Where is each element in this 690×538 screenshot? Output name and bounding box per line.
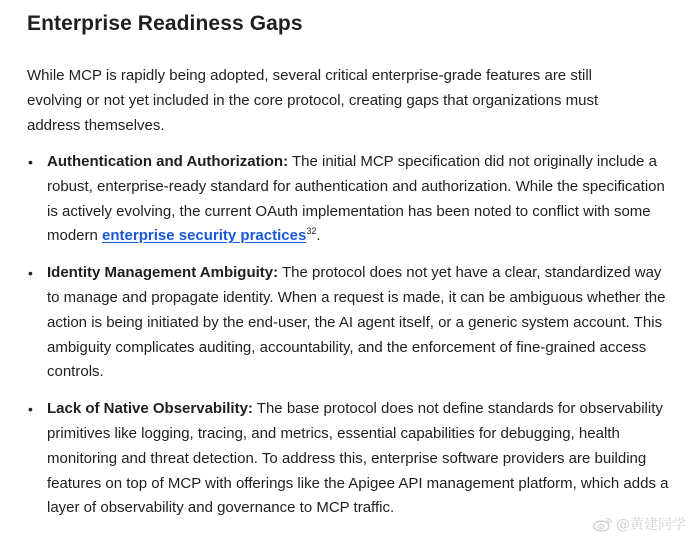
list-item-observability <box>27 397 677 521</box>
list-item-authentication <box>27 150 677 249</box>
bullet-marker: • <box>28 154 33 170</box>
bullet-term: Lack of Native Observability: <box>47 400 253 418</box>
bullet-text: The protocol does not yet have a clear, standardized way to manage and propagate identity. When a request is made, it can be ambiguous whether the action is being initiated by the end-user, the AI agent itself, or a generic system account. This ambiguity complicates auditing, accountability, and the enforcement of fine-grained access controls. <box>47 264 666 381</box>
enterprise-security-practices-link[interactable]: enterprise security practices <box>102 227 307 245</box>
bullet-text: The base protocol does not define standards for observability primitives like logging, tracing, and metrics, essential capabilities for debugging, health monitoring and threat detection. To address this, enterprise software providers are building features on top of MCP with offerings like the Apigee API management platform, which adds a layer of observability and governance to MCP traffic. <box>47 400 669 517</box>
bullet-list <box>27 150 677 521</box>
footnote-ref[interactable]: 32 <box>306 226 317 237</box>
list-item-identity <box>27 261 677 385</box>
weibo-logo-icon <box>593 516 613 532</box>
bullet-text-end: . <box>316 227 321 245</box>
watermark-text: @黄建同学 <box>616 517 686 533</box>
watermark <box>593 514 686 534</box>
bullet-term: Identity Management Ambiguity: <box>47 264 279 282</box>
intro-paragraph: While MCP is rapidly being adopted, several critical enterprise-grade features are still evolving or not yet included in the core protocol, creating gaps that organizations must address themselves. <box>27 67 599 134</box>
section-title: Enterprise Readiness Gaps <box>27 12 303 35</box>
bullet-text: The initial MCP specification did not originally include a robust, enterprise-ready standard for authentication and authorization. While the specification is actively evolving, the current OAuth implementation has been noted to conflict with some modern <box>47 153 665 245</box>
bullet-marker: • <box>28 265 33 282</box>
bullet-term: Authentication and Authorization: <box>47 153 289 170</box>
bullet-marker: • <box>28 401 33 418</box>
